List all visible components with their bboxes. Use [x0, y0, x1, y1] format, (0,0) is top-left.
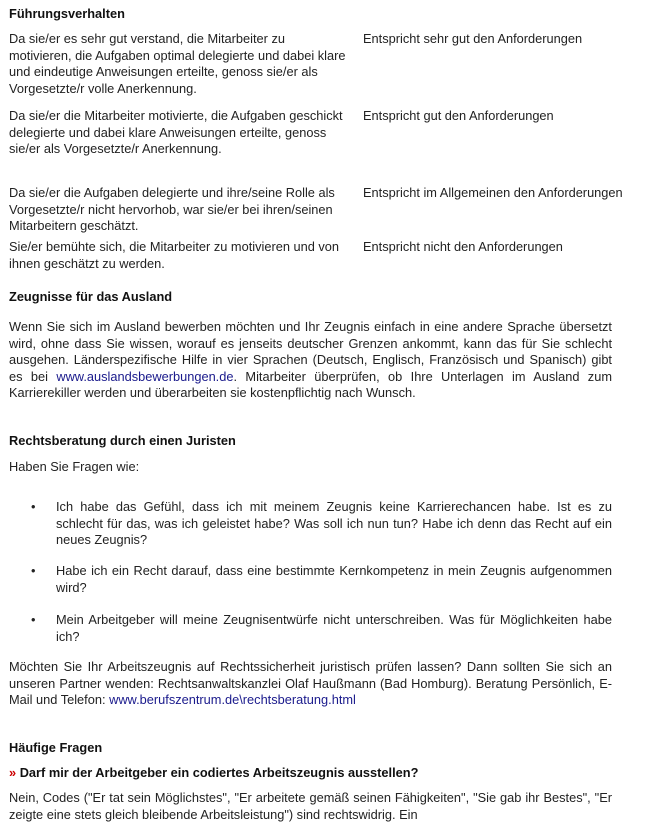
- auslandsbewerbungen-link[interactable]: www.auslandsbewerbungen.de: [56, 368, 234, 384]
- faq-question-text: Darf mir der Arbeitgeber ein codiertes Arbeitszeugnis ausstellen?: [19, 765, 419, 780]
- bullet-icon: •: [31, 612, 36, 627]
- bullet-icon: •: [31, 563, 36, 578]
- bullet-text: Mein Arbeitgeber will meine Zeugnisentwürfe nicht unterschreiben. Was für Möglichkeiten habe ich?: [56, 612, 612, 644]
- list-item: [31, 612, 612, 645]
- bullet-text: Habe ich ein Recht darauf, dass eine bestimmte Kernkompetenz in mein Zeugnis aufgenommen wird?: [56, 563, 612, 595]
- row-statement: Da sie/er die Mitarbeiter motivierte, die Aufgaben geschickt delegierte und dabei klare Anweisungen erteilte, genoss sie/er als Vorgesetzte/r Anerkennung.: [9, 108, 343, 157]
- row-rating: Entspricht nicht den Anforderungen: [363, 239, 563, 254]
- faq-question[interactable]: [9, 765, 418, 782]
- row-statement: Sie/er bemühte sich, die Mitarbeiter zu motivieren und von ihnen geschätzt zu werden.: [9, 239, 340, 271]
- heading-rechtsberatung: Rechtsberatung durch einen Juristen: [9, 433, 236, 448]
- bullet-text: Ich habe das Gefühl, dass ich mit meinem Zeugnis keine Karrierechancen habe. Ist es zu schlecht für das, was ich geleistet habe? Was soll ich nun tun? Habe ich denn das Recht auf ein neues Zeugnis?: [56, 499, 612, 548]
- table-row: [9, 185, 629, 239]
- row-rating: Entspricht im Allgemeinen den Anforderungen: [363, 185, 623, 200]
- list-item: [31, 499, 612, 549]
- rating-table: [9, 31, 629, 272]
- table-row: [9, 31, 629, 108]
- table-row: [9, 239, 629, 272]
- raquo-icon: »: [9, 765, 17, 780]
- rechtsberatung-link[interactable]: www.berufszentrum.de\rechtsberatung.html: [109, 692, 356, 708]
- faq-answer: Nein, Codes ("Er tat sein Möglichstes", "Er arbeitete gemäß seinen Fähigkeiten", "Sie gab ihr Bestes", "Er zeigte eine stets gleich bleibende Arbeitsleistung") sind rechtswidrig. Ein: [9, 790, 612, 822]
- heading-ausland: Zeugnisse für das Ausland: [9, 289, 173, 304]
- row-rating: Entspricht gut den Anforderungen: [363, 108, 554, 123]
- ausland-text-before: Wenn Sie sich im Ausland bewerben möchten und Ihr Zeugnis einfach in eine andere Sprache übersetzt wird, ohne dass Sie wissen, worauf es jenseits deutscher Grenzen ankommt, kann das für Sie schlecht ausgehen. Länderspezifische Hilfe in vier Sprachen (Deutsch, Englisch, Französisch und Spanisch) gibt es bei: [9, 319, 612, 384]
- recht-closing-text: Möchten Sie Ihr Arbeitszeugnis auf Rechtssicherheit juristisch prüfen lassen? Dann sollten Sie sich an unseren Partner wenden: Rechtsanwaltskanzlei Olaf Haußmann (Bad Homburg). Beratung Persönlich, E-Mail und Telefon:: [9, 659, 612, 708]
- heading-fuehrungsverhalten: Führungsverhalten: [9, 6, 125, 21]
- recht-intro: Haben Sie Fragen wie:: [9, 459, 140, 474]
- table-row: [9, 108, 629, 185]
- row-statement: Da sie/er die Aufgaben delegierte und ihre/seine Rolle als Vorgesetzte/r nicht hervorhob, war sie/er bei ihren/seinen Mitarbeitern geschätzt.: [9, 185, 335, 234]
- list-item: [31, 563, 612, 596]
- row-statement: Da sie/er es sehr gut verstand, die Mitarbeiter zu motivieren, die Aufgaben optimal delegierte und dabei klare und eindeutige Anweisungen erteilte, genoss sie/er als Vorgesetzte/r volle Anerkennung.: [9, 31, 346, 96]
- recht-closing-paragraph: [9, 659, 612, 709]
- heading-haeufige-fragen: Häufige Fragen: [9, 740, 103, 755]
- ausland-text-after: . Mitarbeiter überprüfen, ob Ihre Unterlagen im Ausland zum Karrierekiller werden und überarbeiten sie kostenpflichtig nach Wunsch.: [9, 368, 612, 401]
- ausland-paragraph: [9, 319, 612, 402]
- bullet-icon: •: [31, 499, 36, 514]
- row-rating: Entspricht sehr gut den Anforderungen: [363, 31, 583, 46]
